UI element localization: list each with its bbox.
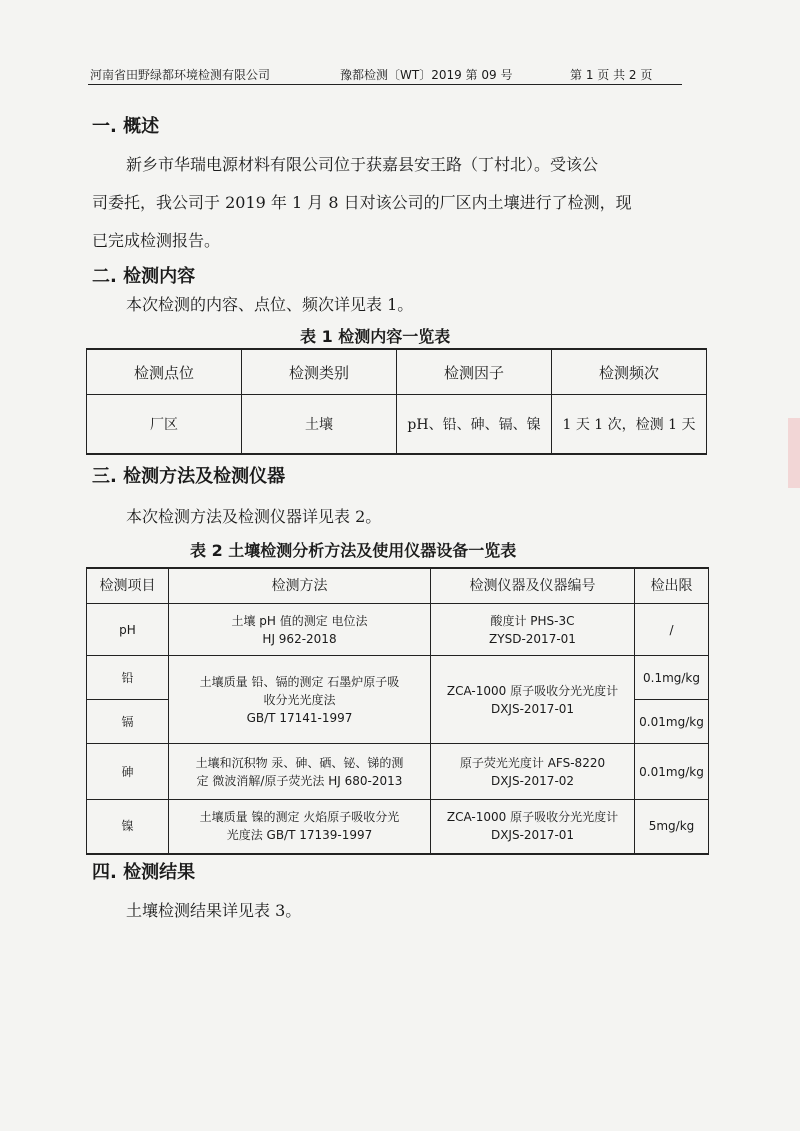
instrument-cell — [431, 656, 635, 744]
method-line: 土壤和沉积物 汞、砷、硒、铋、锑的测 — [195, 755, 404, 770]
table-cell: 土壤 — [242, 395, 397, 455]
col-header: 检测类别 — [242, 349, 397, 395]
instrument-line: DXJS-2017-01 — [490, 701, 575, 716]
col-header: 检出限 — [635, 568, 709, 604]
report-number: 豫都检测〔WT〕2019 第 09 号 — [340, 68, 513, 82]
col-header: 检测项目 — [87, 568, 169, 604]
section-method-title: 三. 检测方法及检测仪器 — [92, 466, 286, 487]
col-header: 检测频次 — [552, 349, 707, 395]
company-name: 河南省田野绿都环境检测有限公司 — [90, 68, 271, 82]
table1-caption: 表 1 检测内容一览表 — [300, 327, 451, 346]
item-cell: pH — [87, 604, 169, 656]
instrument-line: ZCA-1000 原子吸收分光光度计 — [446, 683, 619, 698]
item-cell: 砷 — [87, 744, 169, 800]
instrument-cell — [431, 800, 635, 854]
table-detection-content — [86, 348, 707, 455]
table-cell: pH、铅、砷、镉、镍 — [397, 395, 552, 455]
table-row — [87, 656, 709, 700]
table-row — [87, 604, 709, 656]
method-text: 本次检测方法及检测仪器详见表 2。 — [126, 507, 382, 526]
instrument-cell — [431, 604, 635, 656]
table-methods-instruments — [86, 567, 709, 855]
method-line: 土壤 pH 值的测定 电位法 — [231, 613, 368, 628]
page-header — [90, 66, 680, 86]
col-header: 检测点位 — [87, 349, 242, 395]
table-cell: 1 天 1 次，检测 1 天 — [552, 395, 707, 455]
table-row — [87, 744, 709, 800]
overview-line-3: 已完成检测报告。 — [92, 231, 221, 250]
instrument-line: DXJS-2017-02 — [490, 773, 575, 788]
col-header: 检测方法 — [169, 568, 431, 604]
table-header-row — [87, 568, 709, 604]
method-line: 土壤质量 铅、镉的测定 石墨炉原子吸 — [199, 674, 400, 689]
section-overview-title: 一. 概述 — [92, 116, 160, 137]
limit-cell: 0.1mg/kg — [635, 656, 709, 700]
table-header-row — [87, 349, 707, 395]
limit-cell: / — [635, 604, 709, 656]
method-line: 光度法 GB/T 17139-1997 — [226, 828, 373, 843]
result-text: 土壤检测结果详见表 3。 — [126, 901, 302, 920]
table-row — [87, 800, 709, 854]
limit-cell: 0.01mg/kg — [635, 744, 709, 800]
method-line: 土壤质量 镍的测定 火焰原子吸收分光 — [199, 810, 400, 825]
method-line: HJ 962-2018 — [262, 631, 337, 646]
method-line: 定 微波消解/原子荧光法 HJ 680-2013 — [196, 773, 403, 788]
section-content-title: 二. 检测内容 — [92, 266, 196, 287]
method-line: GB/T 17141-1997 — [246, 710, 353, 725]
item-cell: 镍 — [87, 800, 169, 854]
method-cell — [169, 604, 431, 656]
limit-cell: 5mg/kg — [635, 800, 709, 854]
instrument-cell — [431, 744, 635, 800]
method-cell — [169, 744, 431, 800]
overview-line-2: 司委托，我公司于 2019 年 1 月 8 日对该公司的厂区内土壤进行了检测，现 — [92, 193, 632, 212]
page-number: 第 1 页 共 2 页 — [570, 68, 653, 82]
seal-edge-mark — [788, 418, 800, 488]
item-cell: 镉 — [87, 700, 169, 744]
content-text: 本次检测的内容、点位、频次详见表 1。 — [126, 295, 414, 314]
limit-cell: 0.01mg/kg — [635, 700, 709, 744]
table-row — [87, 395, 707, 455]
method-cell — [169, 800, 431, 854]
instrument-line: 酸度计 PHS-3C — [490, 613, 575, 628]
header-divider — [88, 84, 682, 85]
table-cell: 厂区 — [87, 395, 242, 455]
col-header: 检测仪器及仪器编号 — [431, 568, 635, 604]
table2-caption: 表 2 土壤检测分析方法及使用仪器设备一览表 — [190, 541, 517, 560]
overview-line-1: 新乡市华瑞电源材料有限公司位于获嘉县安王路（丁村北）。受该公 — [126, 155, 599, 174]
instrument-line: ZCA-1000 原子吸收分光光度计 — [446, 810, 619, 825]
col-header: 检测因子 — [397, 349, 552, 395]
method-line: 收分光光度法 — [263, 692, 336, 707]
method-cell — [169, 656, 431, 744]
section-result-title: 四. 检测结果 — [92, 862, 196, 883]
item-cell: 铅 — [87, 656, 169, 700]
instrument-line: 原子荧光光度计 AFS-8220 — [459, 755, 606, 770]
instrument-line: DXJS-2017-01 — [490, 828, 575, 843]
instrument-line: ZYSD-2017-01 — [489, 631, 576, 646]
